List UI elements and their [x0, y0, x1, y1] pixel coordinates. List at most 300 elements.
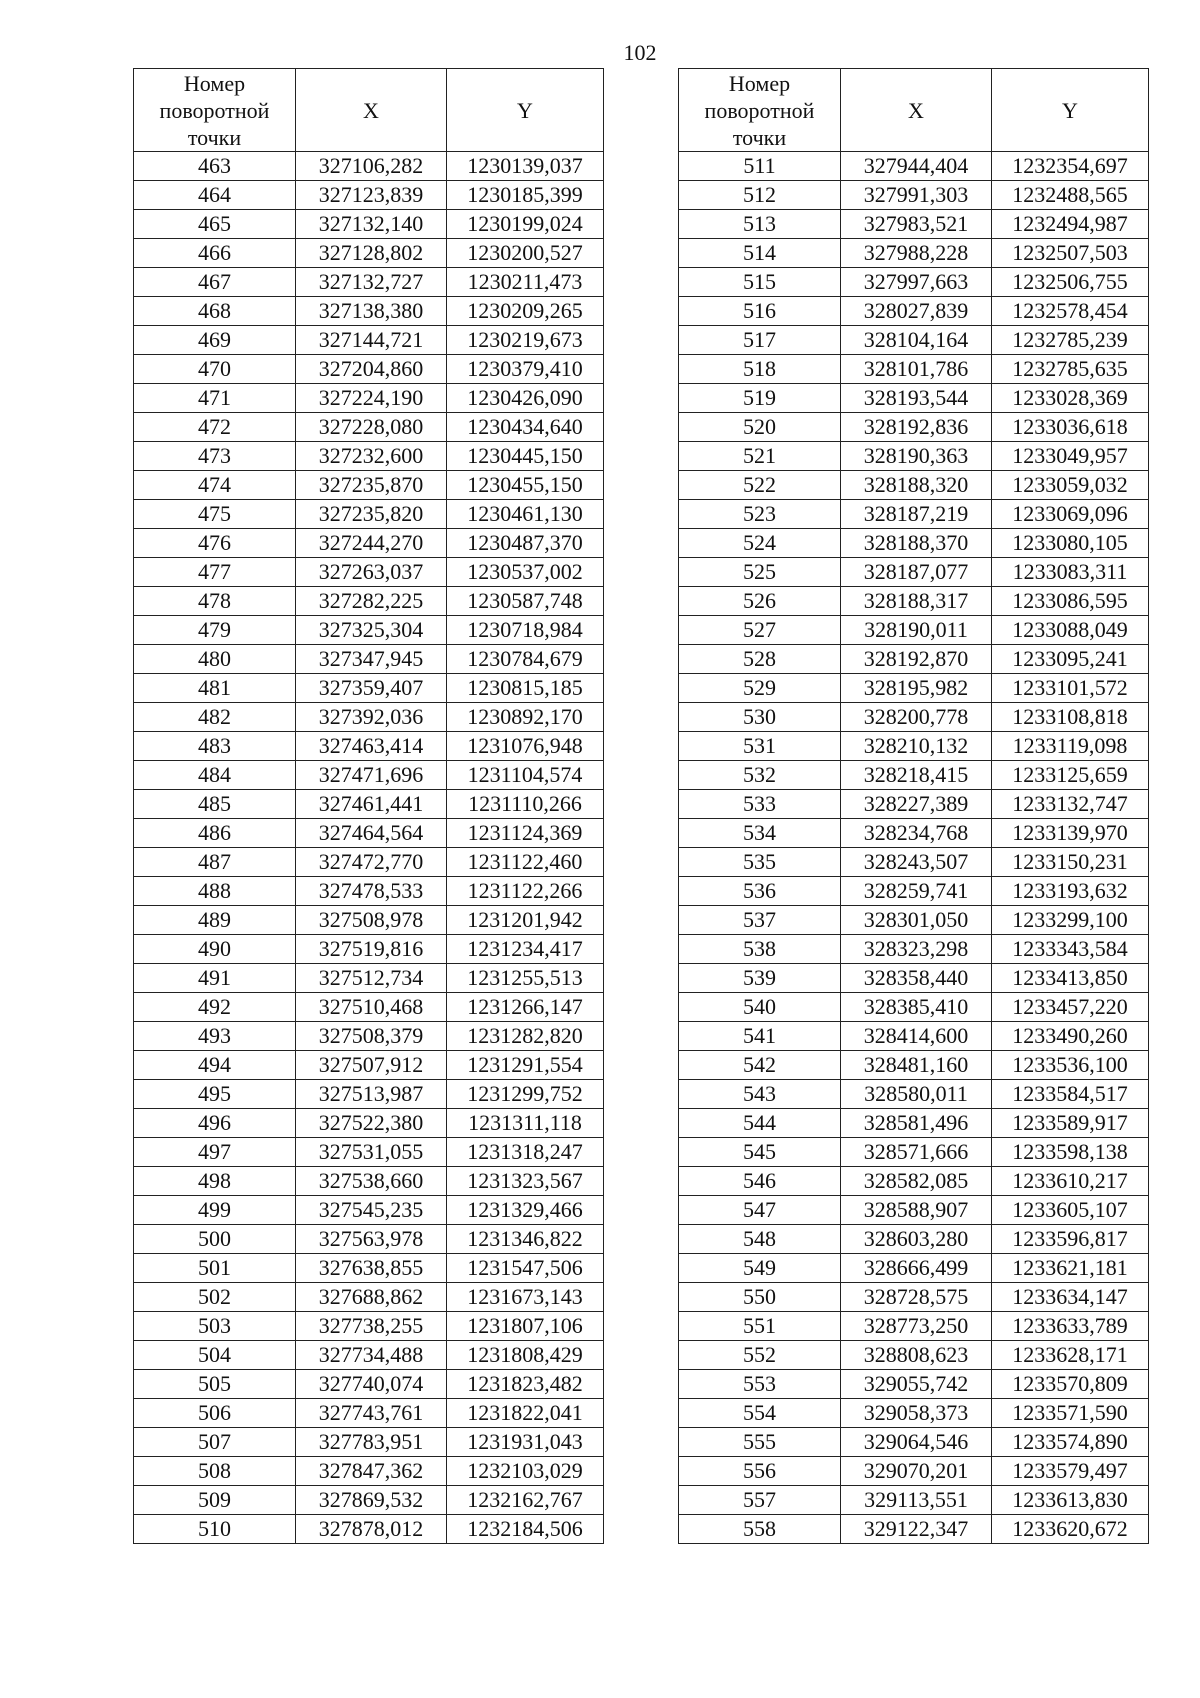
x-coordinate-cell: 327983,521 — [841, 210, 992, 239]
point-number-cell: 496 — [134, 1109, 296, 1138]
point-number-cell: 517 — [679, 326, 841, 355]
point-number-cell: 553 — [679, 1370, 841, 1399]
x-coordinate-cell: 327282,225 — [296, 587, 447, 616]
point-number-cell: 518 — [679, 355, 841, 384]
y-coordinate-cell: 1232162,767 — [447, 1486, 604, 1515]
point-number-cell: 540 — [679, 993, 841, 1022]
y-coordinate-cell: 1231823,482 — [447, 1370, 604, 1399]
point-number-cell: 543 — [679, 1080, 841, 1109]
table-header-row — [679, 69, 1149, 152]
x-coordinate-cell: 329122,347 — [841, 1515, 992, 1544]
table-row — [679, 239, 1149, 268]
x-coordinate-cell: 328358,440 — [841, 964, 992, 993]
y-coordinate-cell: 1231104,574 — [447, 761, 604, 790]
table-row — [134, 819, 604, 848]
point-number-cell: 505 — [134, 1370, 296, 1399]
point-number-cell: 520 — [679, 413, 841, 442]
table-row — [679, 210, 1149, 239]
point-number-cell: 463 — [134, 152, 296, 181]
x-coordinate-cell: 327991,303 — [841, 181, 992, 210]
x-coordinate-cell: 328323,298 — [841, 935, 992, 964]
y-coordinate-cell: 1233119,098 — [992, 732, 1149, 761]
point-number-cell: 558 — [679, 1515, 841, 1544]
table-row — [679, 1283, 1149, 1312]
x-coordinate-cell: 328187,219 — [841, 500, 992, 529]
table-row — [134, 1341, 604, 1370]
point-number-cell: 506 — [134, 1399, 296, 1428]
x-coordinate-cell: 328190,011 — [841, 616, 992, 645]
table-row — [134, 239, 604, 268]
table-row — [679, 761, 1149, 790]
table-row — [134, 906, 604, 935]
table-row — [134, 761, 604, 790]
point-number-cell: 507 — [134, 1428, 296, 1457]
y-coordinate-cell: 1231318,247 — [447, 1138, 604, 1167]
point-number-cell: 486 — [134, 819, 296, 848]
y-coordinate-cell: 1230426,090 — [447, 384, 604, 413]
x-coordinate-cell: 328385,410 — [841, 993, 992, 1022]
y-coordinate-cell: 1233049,957 — [992, 442, 1149, 471]
x-coordinate-cell: 327235,870 — [296, 471, 447, 500]
table-row — [134, 1138, 604, 1167]
point-number-cell: 470 — [134, 355, 296, 384]
x-coordinate-cell: 328234,768 — [841, 819, 992, 848]
table-row — [134, 1312, 604, 1341]
table-row — [134, 877, 604, 906]
table-row — [134, 616, 604, 645]
x-coordinate-cell: 327508,978 — [296, 906, 447, 935]
y-coordinate-cell: 1233193,632 — [992, 877, 1149, 906]
y-coordinate-cell: 1231282,820 — [447, 1022, 604, 1051]
y-coordinate-cell: 1233080,105 — [992, 529, 1149, 558]
point-number-cell: 536 — [679, 877, 841, 906]
x-coordinate-cell: 328588,907 — [841, 1196, 992, 1225]
point-number-cell: 551 — [679, 1312, 841, 1341]
y-coordinate-cell: 1233584,517 — [992, 1080, 1149, 1109]
table-row — [679, 1138, 1149, 1167]
y-coordinate-cell: 1230209,265 — [447, 297, 604, 326]
point-number-cell: 542 — [679, 1051, 841, 1080]
y-coordinate-cell: 1233598,138 — [992, 1138, 1149, 1167]
x-coordinate-cell: 327263,037 — [296, 558, 447, 587]
point-number-cell: 554 — [679, 1399, 841, 1428]
table-row — [679, 645, 1149, 674]
x-coordinate-cell: 327359,407 — [296, 674, 447, 703]
x-coordinate-cell: 327688,862 — [296, 1283, 447, 1312]
x-coordinate-cell: 327228,080 — [296, 413, 447, 442]
point-number-cell: 504 — [134, 1341, 296, 1370]
y-coordinate-cell: 1231122,266 — [447, 877, 604, 906]
x-coordinate-cell: 328773,250 — [841, 1312, 992, 1341]
y-coordinate-cell: 1233125,659 — [992, 761, 1149, 790]
x-coordinate-cell: 327123,839 — [296, 181, 447, 210]
y-coordinate-cell: 1233457,220 — [992, 993, 1149, 1022]
x-coordinate-cell: 328192,870 — [841, 645, 992, 674]
table-row — [134, 355, 604, 384]
point-number-cell: 549 — [679, 1254, 841, 1283]
point-number-cell: 555 — [679, 1428, 841, 1457]
y-coordinate-cell: 1231323,567 — [447, 1167, 604, 1196]
table-row — [679, 819, 1149, 848]
table-row — [679, 413, 1149, 442]
point-number-cell: 527 — [679, 616, 841, 645]
table-row — [679, 935, 1149, 964]
point-number-cell: 513 — [679, 210, 841, 239]
x-coordinate-cell: 327106,282 — [296, 152, 447, 181]
point-number-cell: 534 — [679, 819, 841, 848]
table-row — [134, 326, 604, 355]
y-coordinate-cell: 1231122,460 — [447, 848, 604, 877]
table-row — [134, 210, 604, 239]
point-number-cell: 545 — [679, 1138, 841, 1167]
y-coordinate-cell: 1231547,506 — [447, 1254, 604, 1283]
point-number-cell: 494 — [134, 1051, 296, 1080]
y-coordinate-cell: 1231201,942 — [447, 906, 604, 935]
table-row — [134, 848, 604, 877]
y-coordinate-cell: 1233628,171 — [992, 1341, 1149, 1370]
point-number-cell: 483 — [134, 732, 296, 761]
y-coordinate-cell: 1230434,640 — [447, 413, 604, 442]
header-line: точки — [187, 124, 242, 150]
point-number-cell: 488 — [134, 877, 296, 906]
table-row — [134, 1109, 604, 1138]
header-point-number — [134, 69, 296, 152]
x-coordinate-cell: 328188,370 — [841, 529, 992, 558]
point-number-cell: 521 — [679, 442, 841, 471]
x-coordinate-cell: 327944,404 — [841, 152, 992, 181]
table-row — [134, 1022, 604, 1051]
point-number-cell: 557 — [679, 1486, 841, 1515]
table-row — [679, 587, 1149, 616]
y-coordinate-cell: 1233036,618 — [992, 413, 1149, 442]
table-row — [134, 674, 604, 703]
y-coordinate-cell: 1233589,917 — [992, 1109, 1149, 1138]
table-row — [679, 1109, 1149, 1138]
point-number-cell: 537 — [679, 906, 841, 935]
point-number-cell: 556 — [679, 1457, 841, 1486]
header-line: поворотной — [159, 97, 270, 123]
y-coordinate-cell: 1230200,527 — [447, 239, 604, 268]
x-coordinate-cell: 328192,836 — [841, 413, 992, 442]
table-row — [679, 1312, 1149, 1341]
x-coordinate-cell: 328190,363 — [841, 442, 992, 471]
point-number-cell: 481 — [134, 674, 296, 703]
x-coordinate-cell: 327232,600 — [296, 442, 447, 471]
x-coordinate-cell: 328243,507 — [841, 848, 992, 877]
table-row — [134, 703, 604, 732]
x-coordinate-cell: 327224,190 — [296, 384, 447, 413]
point-number-cell: 544 — [679, 1109, 841, 1138]
y-coordinate-cell: 1231329,466 — [447, 1196, 604, 1225]
point-number-cell: 533 — [679, 790, 841, 819]
x-coordinate-cell: 327461,441 — [296, 790, 447, 819]
point-number-cell: 479 — [134, 616, 296, 645]
table-row — [679, 1080, 1149, 1109]
point-number-cell: 490 — [134, 935, 296, 964]
table-row — [679, 732, 1149, 761]
x-coordinate-cell: 328259,741 — [841, 877, 992, 906]
y-coordinate-cell: 1233299,100 — [992, 906, 1149, 935]
table-row — [679, 993, 1149, 1022]
table-row — [134, 645, 604, 674]
table-row — [679, 1196, 1149, 1225]
y-coordinate-cell: 1232184,506 — [447, 1515, 604, 1544]
table-row — [134, 1399, 604, 1428]
y-coordinate-cell: 1231931,043 — [447, 1428, 604, 1457]
x-coordinate-cell: 328728,575 — [841, 1283, 992, 1312]
y-coordinate-cell: 1232507,503 — [992, 239, 1149, 268]
header-y: Y — [447, 69, 604, 152]
point-number-cell: 552 — [679, 1341, 841, 1370]
table-row — [134, 297, 604, 326]
x-coordinate-cell: 327463,414 — [296, 732, 447, 761]
point-number-cell: 546 — [679, 1167, 841, 1196]
x-coordinate-cell: 328580,011 — [841, 1080, 992, 1109]
x-coordinate-cell: 327347,945 — [296, 645, 447, 674]
table-row — [134, 1457, 604, 1486]
table-row — [134, 732, 604, 761]
point-number-cell: 487 — [134, 848, 296, 877]
x-coordinate-cell: 327471,696 — [296, 761, 447, 790]
table-row — [679, 674, 1149, 703]
y-coordinate-cell: 1231807,106 — [447, 1312, 604, 1341]
y-coordinate-cell: 1233605,107 — [992, 1196, 1149, 1225]
x-coordinate-cell: 328571,666 — [841, 1138, 992, 1167]
x-coordinate-cell: 327478,533 — [296, 877, 447, 906]
x-coordinate-cell: 328195,982 — [841, 674, 992, 703]
x-coordinate-cell: 327531,055 — [296, 1138, 447, 1167]
y-coordinate-cell: 1231124,369 — [447, 819, 604, 848]
point-number-cell: 473 — [134, 442, 296, 471]
table-row — [134, 1196, 604, 1225]
x-coordinate-cell: 327464,564 — [296, 819, 447, 848]
x-coordinate-cell: 328027,839 — [841, 297, 992, 326]
x-coordinate-cell: 328603,280 — [841, 1225, 992, 1254]
x-coordinate-cell: 328200,778 — [841, 703, 992, 732]
header-x: X — [296, 69, 447, 152]
point-number-cell: 474 — [134, 471, 296, 500]
x-coordinate-cell: 329055,742 — [841, 1370, 992, 1399]
point-number-cell: 480 — [134, 645, 296, 674]
y-coordinate-cell: 1232103,029 — [447, 1457, 604, 1486]
y-coordinate-cell: 1230185,399 — [447, 181, 604, 210]
table-body-left — [134, 152, 604, 1544]
x-coordinate-cell: 327508,379 — [296, 1022, 447, 1051]
point-number-cell: 539 — [679, 964, 841, 993]
point-number-cell: 523 — [679, 500, 841, 529]
table-row — [679, 616, 1149, 645]
x-coordinate-cell: 327235,820 — [296, 500, 447, 529]
table-row — [679, 790, 1149, 819]
header-x: X — [841, 69, 992, 152]
y-coordinate-cell: 1230537,002 — [447, 558, 604, 587]
point-number-cell: 528 — [679, 645, 841, 674]
x-coordinate-cell: 327128,802 — [296, 239, 447, 268]
point-number-cell: 515 — [679, 268, 841, 297]
table-row — [679, 1051, 1149, 1080]
y-coordinate-cell: 1230455,150 — [447, 471, 604, 500]
point-number-cell: 484 — [134, 761, 296, 790]
table-row — [679, 848, 1149, 877]
y-coordinate-cell: 1231299,752 — [447, 1080, 604, 1109]
point-number-cell: 548 — [679, 1225, 841, 1254]
x-coordinate-cell: 329058,373 — [841, 1399, 992, 1428]
point-number-cell: 467 — [134, 268, 296, 297]
point-number-cell: 547 — [679, 1196, 841, 1225]
point-number-cell: 511 — [679, 152, 841, 181]
point-number-cell: 538 — [679, 935, 841, 964]
table-row — [679, 529, 1149, 558]
point-number-cell: 492 — [134, 993, 296, 1022]
point-number-cell: 464 — [134, 181, 296, 210]
x-coordinate-cell: 327325,304 — [296, 616, 447, 645]
x-coordinate-cell: 328581,496 — [841, 1109, 992, 1138]
x-coordinate-cell: 328218,415 — [841, 761, 992, 790]
y-coordinate-cell: 1231234,417 — [447, 935, 604, 964]
y-coordinate-cell: 1233086,595 — [992, 587, 1149, 616]
y-coordinate-cell: 1231346,822 — [447, 1225, 604, 1254]
table-row — [134, 993, 604, 1022]
table-row — [679, 1428, 1149, 1457]
point-number-cell: 531 — [679, 732, 841, 761]
x-coordinate-cell: 327545,235 — [296, 1196, 447, 1225]
x-coordinate-cell: 328101,786 — [841, 355, 992, 384]
x-coordinate-cell: 327138,380 — [296, 297, 447, 326]
table-row — [134, 1370, 604, 1399]
y-coordinate-cell: 1233413,850 — [992, 964, 1149, 993]
point-number-cell: 522 — [679, 471, 841, 500]
point-number-cell: 498 — [134, 1167, 296, 1196]
point-number-cell: 477 — [134, 558, 296, 587]
y-coordinate-cell: 1230199,024 — [447, 210, 604, 239]
x-coordinate-cell: 328227,389 — [841, 790, 992, 819]
point-number-cell: 497 — [134, 1138, 296, 1167]
x-coordinate-cell: 327513,987 — [296, 1080, 447, 1109]
coordinates-table-right — [678, 68, 1149, 1544]
y-coordinate-cell: 1233579,497 — [992, 1457, 1149, 1486]
table-row — [134, 413, 604, 442]
y-coordinate-cell: 1233132,747 — [992, 790, 1149, 819]
table-row — [679, 268, 1149, 297]
table-row — [679, 326, 1149, 355]
x-coordinate-cell: 327204,860 — [296, 355, 447, 384]
x-coordinate-cell: 328582,085 — [841, 1167, 992, 1196]
y-coordinate-cell: 1231822,041 — [447, 1399, 604, 1428]
y-coordinate-cell: 1233536,100 — [992, 1051, 1149, 1080]
table-row — [134, 1167, 604, 1196]
y-coordinate-cell: 1233059,032 — [992, 471, 1149, 500]
point-number-cell: 510 — [134, 1515, 296, 1544]
y-coordinate-cell: 1232785,635 — [992, 355, 1149, 384]
table-row — [134, 1283, 604, 1312]
x-coordinate-cell: 327740,074 — [296, 1370, 447, 1399]
table-row — [679, 1515, 1149, 1544]
table-row — [134, 442, 604, 471]
table-row — [134, 268, 604, 297]
y-coordinate-cell: 1233088,049 — [992, 616, 1149, 645]
y-coordinate-cell: 1231076,948 — [447, 732, 604, 761]
point-number-cell: 550 — [679, 1283, 841, 1312]
y-coordinate-cell: 1230587,748 — [447, 587, 604, 616]
x-coordinate-cell: 328481,160 — [841, 1051, 992, 1080]
point-number-cell: 469 — [134, 326, 296, 355]
point-number-cell: 503 — [134, 1312, 296, 1341]
table-row — [679, 1486, 1149, 1515]
y-coordinate-cell: 1233069,096 — [992, 500, 1149, 529]
x-coordinate-cell: 327522,380 — [296, 1109, 447, 1138]
point-number-cell: 535 — [679, 848, 841, 877]
table-row — [679, 181, 1149, 210]
table-row — [134, 1428, 604, 1457]
table-row — [679, 1254, 1149, 1283]
header-line: Номер — [728, 70, 791, 96]
x-coordinate-cell: 327988,228 — [841, 239, 992, 268]
point-number-cell: 525 — [679, 558, 841, 587]
x-coordinate-cell: 328188,317 — [841, 587, 992, 616]
y-coordinate-cell: 1233633,789 — [992, 1312, 1149, 1341]
point-number-cell: 526 — [679, 587, 841, 616]
table-row — [679, 558, 1149, 587]
table-row — [134, 1080, 604, 1109]
point-number-cell: 482 — [134, 703, 296, 732]
point-number-cell: 489 — [134, 906, 296, 935]
x-coordinate-cell: 327392,036 — [296, 703, 447, 732]
y-coordinate-cell: 1232354,697 — [992, 152, 1149, 181]
y-coordinate-cell: 1230211,473 — [447, 268, 604, 297]
table-row — [134, 529, 604, 558]
point-number-cell: 485 — [134, 790, 296, 819]
y-coordinate-cell: 1230461,130 — [447, 500, 604, 529]
table-row — [134, 1486, 604, 1515]
table-row — [134, 1254, 604, 1283]
point-number-cell: 500 — [134, 1225, 296, 1254]
y-coordinate-cell: 1230784,679 — [447, 645, 604, 674]
table-row — [679, 1370, 1149, 1399]
x-coordinate-cell: 328666,499 — [841, 1254, 992, 1283]
point-number-cell: 532 — [679, 761, 841, 790]
y-coordinate-cell: 1230815,185 — [447, 674, 604, 703]
y-coordinate-cell: 1233028,369 — [992, 384, 1149, 413]
y-coordinate-cell: 1233083,311 — [992, 558, 1149, 587]
x-coordinate-cell: 327738,255 — [296, 1312, 447, 1341]
y-coordinate-cell: 1230139,037 — [447, 152, 604, 181]
point-number-cell: 468 — [134, 297, 296, 326]
y-coordinate-cell: 1233634,147 — [992, 1283, 1149, 1312]
table-row — [134, 471, 604, 500]
y-coordinate-cell: 1233343,584 — [992, 935, 1149, 964]
y-coordinate-cell: 1231266,147 — [447, 993, 604, 1022]
y-coordinate-cell: 1233596,817 — [992, 1225, 1149, 1254]
point-number-cell: 475 — [134, 500, 296, 529]
point-number-cell: 466 — [134, 239, 296, 268]
x-coordinate-cell: 327519,816 — [296, 935, 447, 964]
table-row — [679, 1167, 1149, 1196]
point-number-cell: 465 — [134, 210, 296, 239]
y-coordinate-cell: 1230445,150 — [447, 442, 604, 471]
table-row — [134, 500, 604, 529]
x-coordinate-cell: 327507,912 — [296, 1051, 447, 1080]
y-coordinate-cell: 1233570,809 — [992, 1370, 1149, 1399]
y-coordinate-cell: 1233108,818 — [992, 703, 1149, 732]
point-number-cell: 493 — [134, 1022, 296, 1051]
table-row — [679, 964, 1149, 993]
table-row — [679, 471, 1149, 500]
table-row — [679, 384, 1149, 413]
x-coordinate-cell: 327244,270 — [296, 529, 447, 558]
table-row — [134, 152, 604, 181]
table-row — [134, 964, 604, 993]
point-number-cell: 508 — [134, 1457, 296, 1486]
